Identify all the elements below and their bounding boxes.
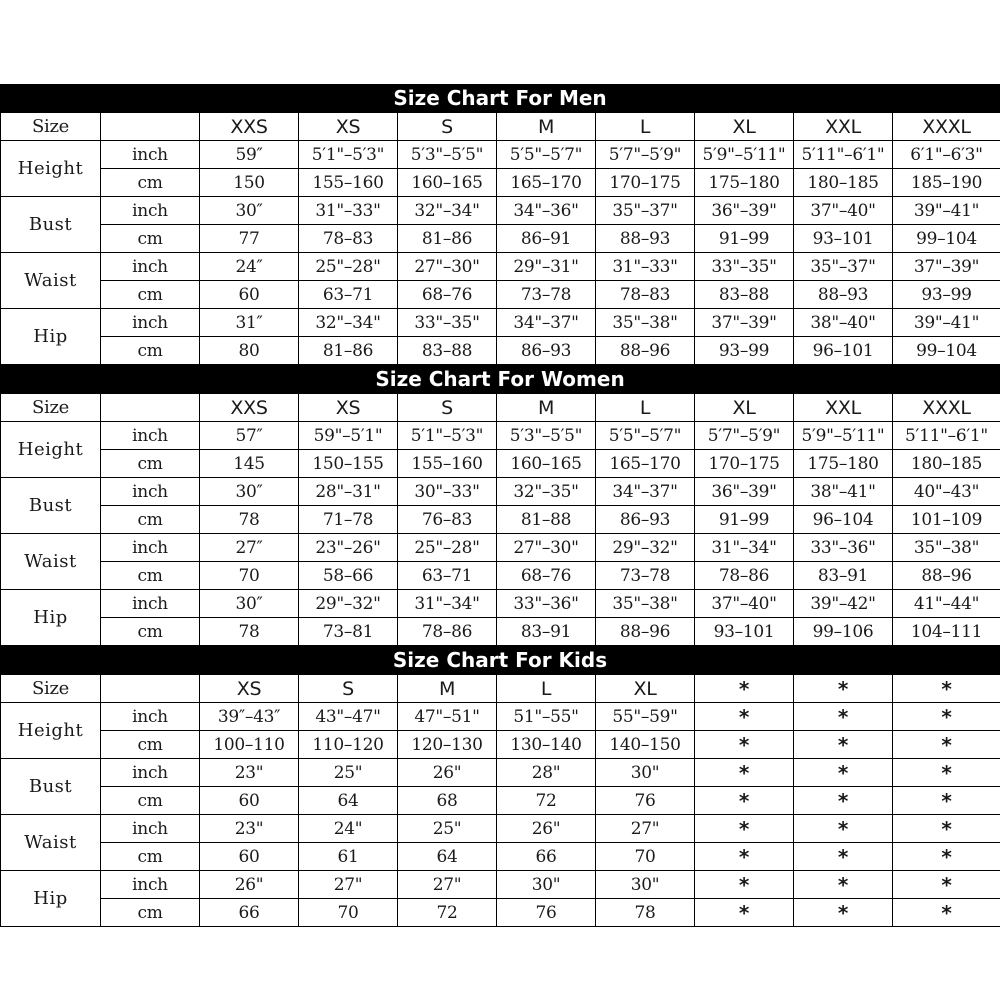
value-cell: 5′11"–6′1" <box>794 141 893 169</box>
value-cell: 76 <box>497 899 596 927</box>
value-cell: 81–86 <box>299 337 398 365</box>
value-cell: 78 <box>200 506 299 534</box>
value-cell: 28" <box>497 759 596 787</box>
value-cell: 29"–31" <box>497 253 596 281</box>
unit-label: cm <box>101 731 200 759</box>
value-cell: 30" <box>596 759 695 787</box>
size-header-cell: XXS <box>200 394 299 422</box>
value-cell: 30"–33" <box>398 478 497 506</box>
value-cell: 170–175 <box>695 450 794 478</box>
measure-label: Bust <box>1 759 101 815</box>
value-cell: 41"–44" <box>893 590 1000 618</box>
value-cell: 30″ <box>200 197 299 225</box>
value-cell: 31"–34" <box>398 590 497 618</box>
value-cell: * <box>893 899 1000 927</box>
table-row <box>1 141 1000 169</box>
size-label: Size <box>1 675 101 703</box>
value-cell: 55"–59" <box>596 703 695 731</box>
table-row <box>1 534 1000 562</box>
section-title: Size Chart For Women <box>0 365 1000 393</box>
unit-label: cm <box>101 450 200 478</box>
size-header-cell: XXL <box>794 394 893 422</box>
table-row <box>1 562 1000 590</box>
size-table <box>0 674 1000 927</box>
size-header-cell: M <box>497 113 596 141</box>
section-title: Size Chart For Kids <box>0 646 1000 674</box>
size-header-cell: M <box>398 675 497 703</box>
size-label: Size <box>1 113 101 141</box>
value-cell: 86–93 <box>596 506 695 534</box>
value-cell: 78 <box>200 618 299 646</box>
value-cell: 63–71 <box>299 281 398 309</box>
size-chart-kids <box>0 646 1000 927</box>
value-cell: 73–81 <box>299 618 398 646</box>
value-cell: * <box>794 759 893 787</box>
value-cell: 91–99 <box>695 506 794 534</box>
unit-label: cm <box>101 337 200 365</box>
table-row <box>1 478 1000 506</box>
value-cell: 57″ <box>200 422 299 450</box>
unit-label: cm <box>101 618 200 646</box>
value-cell: 5′3"–5′5" <box>497 422 596 450</box>
value-cell: 66 <box>200 899 299 927</box>
value-cell: 73–78 <box>497 281 596 309</box>
value-cell: 64 <box>299 787 398 815</box>
table-row <box>1 871 1000 899</box>
value-cell: 68–76 <box>398 281 497 309</box>
size-header-cell: S <box>398 113 497 141</box>
value-cell: 35"–38" <box>893 534 1000 562</box>
value-cell: 70 <box>299 899 398 927</box>
value-cell: 5′7"–5′9" <box>596 141 695 169</box>
table-row <box>1 422 1000 450</box>
value-cell: * <box>695 759 794 787</box>
value-cell: 145 <box>200 450 299 478</box>
value-cell: 24" <box>299 815 398 843</box>
value-cell: 76–83 <box>398 506 497 534</box>
value-cell: 36"–39" <box>695 478 794 506</box>
size-table <box>0 112 1000 365</box>
value-cell: 36"–39" <box>695 197 794 225</box>
value-cell: 150–155 <box>299 450 398 478</box>
value-cell: 32"–34" <box>398 197 497 225</box>
value-cell: 63–71 <box>398 562 497 590</box>
value-cell: 88–93 <box>596 225 695 253</box>
size-header-cell: L <box>596 394 695 422</box>
value-cell: 78–86 <box>695 562 794 590</box>
size-header-cell: * <box>893 675 1000 703</box>
value-cell: 27"–30" <box>398 253 497 281</box>
size-header-cell: S <box>299 675 398 703</box>
measure-label: Waist <box>1 534 101 590</box>
measure-label: Waist <box>1 253 101 309</box>
value-cell: 30″ <box>200 478 299 506</box>
value-cell: 59"–5′1" <box>299 422 398 450</box>
value-cell: 110–120 <box>299 731 398 759</box>
value-cell: 88–93 <box>794 281 893 309</box>
table-row <box>1 815 1000 843</box>
value-cell: 61 <box>299 843 398 871</box>
value-cell: 76 <box>596 787 695 815</box>
value-cell: 26" <box>398 759 497 787</box>
unit-label: inch <box>101 703 200 731</box>
value-cell: 38"–40" <box>794 309 893 337</box>
value-cell: * <box>893 815 1000 843</box>
unit-label: inch <box>101 871 200 899</box>
value-cell: 25" <box>398 815 497 843</box>
value-cell: 60 <box>200 787 299 815</box>
measure-label: Hip <box>1 871 101 927</box>
size-header-cell: * <box>695 675 794 703</box>
value-cell: 31"–33" <box>299 197 398 225</box>
value-cell: 165–170 <box>497 169 596 197</box>
unit-label: inch <box>101 590 200 618</box>
value-cell: 71–78 <box>299 506 398 534</box>
value-cell: 185–190 <box>893 169 1000 197</box>
unit-label: inch <box>101 422 200 450</box>
value-cell: 86–91 <box>497 225 596 253</box>
value-cell: * <box>893 703 1000 731</box>
value-cell: 5′5"–5′7" <box>497 141 596 169</box>
value-cell: 40"–43" <box>893 478 1000 506</box>
measure-label: Bust <box>1 197 101 253</box>
value-cell: 93–99 <box>695 337 794 365</box>
value-cell: 33"–36" <box>794 534 893 562</box>
size-header-cell: XXXL <box>893 113 1000 141</box>
value-cell: 27"–30" <box>497 534 596 562</box>
size-chart-sheet <box>0 84 1000 927</box>
value-cell: 33"–35" <box>398 309 497 337</box>
value-cell: 175–180 <box>794 450 893 478</box>
value-cell: 93–99 <box>893 281 1000 309</box>
value-cell: 99–104 <box>893 225 1000 253</box>
value-cell: 64 <box>398 843 497 871</box>
value-cell: 26" <box>200 871 299 899</box>
unit-label: inch <box>101 253 200 281</box>
value-cell: 33"–35" <box>695 253 794 281</box>
unit-label: cm <box>101 225 200 253</box>
value-cell: 165–170 <box>596 450 695 478</box>
unit-label: inch <box>101 478 200 506</box>
value-cell: 24″ <box>200 253 299 281</box>
value-cell: 68 <box>398 787 497 815</box>
value-cell: * <box>794 731 893 759</box>
value-cell: 47"–51" <box>398 703 497 731</box>
value-cell: 96–104 <box>794 506 893 534</box>
value-cell: 99–104 <box>893 337 1000 365</box>
value-cell: 39"–41" <box>893 309 1000 337</box>
value-cell: 25" <box>299 759 398 787</box>
table-row <box>1 253 1000 281</box>
value-cell: 66 <box>497 843 596 871</box>
size-header-cell: XL <box>695 113 794 141</box>
value-cell: 32"–35" <box>497 478 596 506</box>
value-cell: 31″ <box>200 309 299 337</box>
value-cell: 155–160 <box>299 169 398 197</box>
measure-label: Height <box>1 703 101 759</box>
value-cell: 99–106 <box>794 618 893 646</box>
table-row <box>1 703 1000 731</box>
value-cell: 38"–41" <box>794 478 893 506</box>
value-cell: 81–86 <box>398 225 497 253</box>
value-cell: 101–109 <box>893 506 1000 534</box>
value-cell: 83–88 <box>398 337 497 365</box>
value-cell: 35"–37" <box>596 197 695 225</box>
value-cell: 155–160 <box>398 450 497 478</box>
value-cell: 170–175 <box>596 169 695 197</box>
measure-label: Bust <box>1 478 101 534</box>
value-cell: 28"–31" <box>299 478 398 506</box>
value-cell: 5′7"–5′9" <box>695 422 794 450</box>
value-cell: 160–165 <box>398 169 497 197</box>
value-cell: 60 <box>200 281 299 309</box>
value-cell: 29"–32" <box>299 590 398 618</box>
value-cell: 104–111 <box>893 618 1000 646</box>
value-cell: * <box>794 815 893 843</box>
value-cell: * <box>794 899 893 927</box>
value-cell: * <box>794 787 893 815</box>
value-cell: 30" <box>497 871 596 899</box>
value-cell: 23" <box>200 815 299 843</box>
value-cell: 37"–40" <box>794 197 893 225</box>
value-cell: * <box>794 843 893 871</box>
value-cell: 27" <box>596 815 695 843</box>
unit-header-blank <box>101 113 200 141</box>
value-cell: 39"–42" <box>794 590 893 618</box>
value-cell: 34"–36" <box>497 197 596 225</box>
unit-label: cm <box>101 899 200 927</box>
size-header-cell: XL <box>695 394 794 422</box>
value-cell: 78–83 <box>596 281 695 309</box>
value-cell: 81–88 <box>497 506 596 534</box>
table-row <box>1 899 1000 927</box>
table-row <box>1 590 1000 618</box>
table-row <box>1 169 1000 197</box>
value-cell: 70 <box>596 843 695 871</box>
value-cell: 23" <box>200 759 299 787</box>
value-cell: 27" <box>299 871 398 899</box>
table-row <box>1 197 1000 225</box>
size-header-cell: S <box>398 394 497 422</box>
value-cell: 80 <box>200 337 299 365</box>
value-cell: 5′1"–5′3" <box>398 422 497 450</box>
value-cell: 88–96 <box>893 562 1000 590</box>
size-header-cell: M <box>497 394 596 422</box>
value-cell: 39"–41" <box>893 197 1000 225</box>
value-cell: * <box>695 703 794 731</box>
size-header-cell: L <box>596 113 695 141</box>
size-header-row <box>1 113 1000 141</box>
unit-label: cm <box>101 169 200 197</box>
value-cell: 140–150 <box>596 731 695 759</box>
value-cell: 37"–39" <box>893 253 1000 281</box>
value-cell: 31"–33" <box>596 253 695 281</box>
value-cell: 27" <box>398 871 497 899</box>
value-cell: 34"–37" <box>596 478 695 506</box>
value-cell: 34"–37" <box>497 309 596 337</box>
value-cell: 93–101 <box>794 225 893 253</box>
value-cell: 86–93 <box>497 337 596 365</box>
value-cell: 88–96 <box>596 618 695 646</box>
table-row <box>1 618 1000 646</box>
value-cell: 25"–28" <box>398 534 497 562</box>
value-cell: 130–140 <box>497 731 596 759</box>
size-header-cell: XS <box>299 394 398 422</box>
value-cell: 32"–34" <box>299 309 398 337</box>
value-cell: 83–91 <box>497 618 596 646</box>
unit-label: cm <box>101 787 200 815</box>
measure-label: Hip <box>1 309 101 365</box>
value-cell: 39″–43″ <box>200 703 299 731</box>
measure-label: Height <box>1 141 101 197</box>
value-cell: 150 <box>200 169 299 197</box>
size-header-row <box>1 675 1000 703</box>
value-cell: 43"–47" <box>299 703 398 731</box>
value-cell: 70 <box>200 562 299 590</box>
table-row <box>1 337 1000 365</box>
value-cell: * <box>695 787 794 815</box>
size-header-cell: XS <box>299 113 398 141</box>
table-row <box>1 843 1000 871</box>
value-cell: 78–86 <box>398 618 497 646</box>
value-cell: * <box>893 759 1000 787</box>
value-cell: 180–185 <box>794 169 893 197</box>
value-cell: 59″ <box>200 141 299 169</box>
unit-label: inch <box>101 197 200 225</box>
size-header-cell: L <box>497 675 596 703</box>
value-cell: 93–101 <box>695 618 794 646</box>
value-cell: * <box>893 787 1000 815</box>
value-cell: 35"–37" <box>794 253 893 281</box>
value-cell: 37"–40" <box>695 590 794 618</box>
table-row <box>1 506 1000 534</box>
unit-header-blank <box>101 675 200 703</box>
measure-label: Waist <box>1 815 101 871</box>
unit-label: inch <box>101 309 200 337</box>
value-cell: 37"–39" <box>695 309 794 337</box>
value-cell: 33"–36" <box>497 590 596 618</box>
unit-label: inch <box>101 759 200 787</box>
value-cell: 23"–26" <box>299 534 398 562</box>
unit-label: inch <box>101 534 200 562</box>
unit-label: cm <box>101 506 200 534</box>
value-cell: * <box>695 731 794 759</box>
size-header-cell: XXS <box>200 113 299 141</box>
value-cell: 175–180 <box>695 169 794 197</box>
measure-label: Hip <box>1 590 101 646</box>
value-cell: * <box>695 871 794 899</box>
value-cell: 78–83 <box>299 225 398 253</box>
value-cell: 100–110 <box>200 731 299 759</box>
section-title: Size Chart For Men <box>0 84 1000 112</box>
value-cell: * <box>794 871 893 899</box>
value-cell: 5′1"–5′3" <box>299 141 398 169</box>
value-cell: 72 <box>398 899 497 927</box>
size-label: Size <box>1 394 101 422</box>
size-chart-women <box>0 365 1000 646</box>
value-cell: 6′1"–6′3" <box>893 141 1000 169</box>
value-cell: 30" <box>596 871 695 899</box>
value-cell: 30″ <box>200 590 299 618</box>
unit-label: cm <box>101 843 200 871</box>
value-cell: 83–88 <box>695 281 794 309</box>
size-table <box>0 393 1000 646</box>
value-cell: 51"–55" <box>497 703 596 731</box>
value-cell: 5′9"–5′11" <box>794 422 893 450</box>
value-cell: * <box>893 731 1000 759</box>
value-cell: 35"–38" <box>596 309 695 337</box>
table-row <box>1 225 1000 253</box>
size-header-cell: * <box>794 675 893 703</box>
table-row <box>1 731 1000 759</box>
value-cell: 78 <box>596 899 695 927</box>
value-cell: 72 <box>497 787 596 815</box>
value-cell: * <box>695 899 794 927</box>
value-cell: * <box>893 843 1000 871</box>
value-cell: 5′3"–5′5" <box>398 141 497 169</box>
value-cell: 5′11"–6′1" <box>893 422 1000 450</box>
value-cell: 91–99 <box>695 225 794 253</box>
value-cell: 96–101 <box>794 337 893 365</box>
value-cell: * <box>893 871 1000 899</box>
value-cell: 88–96 <box>596 337 695 365</box>
unit-label: cm <box>101 281 200 309</box>
size-chart-men <box>0 84 1000 365</box>
value-cell: 35"–38" <box>596 590 695 618</box>
value-cell: 26" <box>497 815 596 843</box>
value-cell: 68–76 <box>497 562 596 590</box>
table-row <box>1 787 1000 815</box>
table-row <box>1 309 1000 337</box>
table-row <box>1 450 1000 478</box>
table-row <box>1 759 1000 787</box>
value-cell: 180–185 <box>893 450 1000 478</box>
size-header-row <box>1 394 1000 422</box>
value-cell: 25"–28" <box>299 253 398 281</box>
unit-label: inch <box>101 141 200 169</box>
value-cell: 58–66 <box>299 562 398 590</box>
size-header-cell: XL <box>596 675 695 703</box>
value-cell: 120–130 <box>398 731 497 759</box>
size-header-cell: XXL <box>794 113 893 141</box>
size-header-cell: XS <box>200 675 299 703</box>
value-cell: 60 <box>200 843 299 871</box>
table-row <box>1 281 1000 309</box>
value-cell: 83–91 <box>794 562 893 590</box>
value-cell: 5′9"–5′11" <box>695 141 794 169</box>
size-header-cell: XXXL <box>893 394 1000 422</box>
unit-label: inch <box>101 815 200 843</box>
measure-label: Height <box>1 422 101 478</box>
value-cell: * <box>695 843 794 871</box>
value-cell: 5′5"–5′7" <box>596 422 695 450</box>
unit-header-blank <box>101 394 200 422</box>
value-cell: 27″ <box>200 534 299 562</box>
value-cell: 31"–34" <box>695 534 794 562</box>
value-cell: 160–165 <box>497 450 596 478</box>
value-cell: 29"–32" <box>596 534 695 562</box>
value-cell: * <box>794 703 893 731</box>
value-cell: 77 <box>200 225 299 253</box>
value-cell: * <box>695 815 794 843</box>
value-cell: 73–78 <box>596 562 695 590</box>
unit-label: cm <box>101 562 200 590</box>
